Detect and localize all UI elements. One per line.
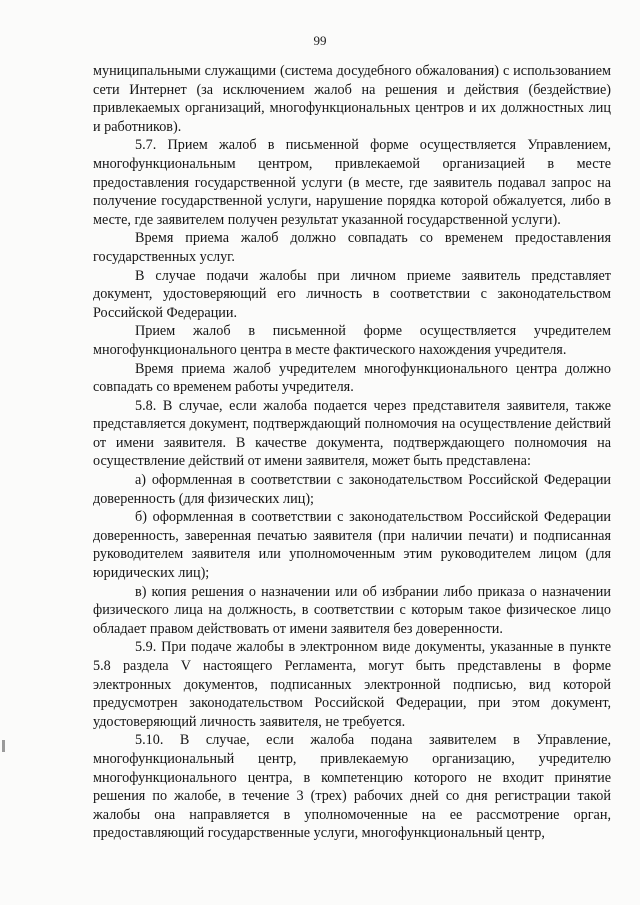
list-item-b: б) оформленная в соответствии с законодательством Российской Федерации доверенность, заверенная печатью заявителя (при наличии печати) и подписанная руководителем заявителя или уполномоченным этим руководителем лицом (для юридических лиц); xyxy=(93,509,611,582)
paragraph-founder-reception: Прием жалоб в письменной форме осуществляется учредителем многофункционального центра в месте фактического нахождения учредителя. xyxy=(93,323,611,358)
paragraph-5-10: 5.10. В случае, если жалоба подана заявителем в Управление, многофункциональный центр, привлекаемую организацию, учредителю многофункционального центра, в компетенцию которого не входит принятие решения по жалобе, в течение 3 (трех) рабочих дней со дня регистрации такой жалобы она направляется в уполномоченные на ее рассмотрение орган, предоставляющий государственные услуги, многофункциональный центр, xyxy=(93,732,611,842)
paragraph-5-9: 5.9. При подаче жалобы в электронном виде документы, указанные в пункте 5.8 раздела V настоящего Регламента, могут быть представлены в форме электронных документов, подписанных электронной подписью, вид которой предусмотрен законодательством Российской Федерации, при этом документ, удостоверяющий личность заявителя, не требуется. xyxy=(93,639,611,730)
paragraph-5-7: 5.7. Прием жалоб в письменной форме осуществляется Управлением, многофункциональным центром, привлекаемой организацией в месте предоставления государственной услуги (в месте, где заявитель подавал запрос на получение государственной услуги, нарушение порядка которой обжалуется, либо в месте, где заявителем получен результат указанной государственной услуги). xyxy=(93,137,611,228)
scan-artifact xyxy=(2,740,5,752)
paragraph-personal-reception: В случае подачи жалобы при личном приеме заявитель представляет документ, удостоверяющий его личность в соответствии с законодательством Российской Федерации. xyxy=(93,267,611,321)
list-item-a: а) оформленная в соответствии с законодательством Российской Федерации доверенность (для физических лиц); xyxy=(93,472,611,507)
paragraph-continuation: муниципальными служащими (система досудебного обжалования) с использованием сети Интернет (за исключением жалоб на решения и действия (бездействие) привлекаемых организаций, многофункциональных центров и их должностных лиц и работников). xyxy=(93,63,611,135)
paragraph-reception-time: Время приема жалоб должно совпадать со временем предоставления государственных услуг. xyxy=(93,230,611,265)
document-body xyxy=(93,62,611,843)
page-number: 99 xyxy=(313,33,327,48)
paragraph-founder-time: Время приема жалоб учредителем многофункционального центра должно совпадать со временем работы учредителя. xyxy=(93,360,611,396)
paragraph-5-8: 5.8. В случае, если жалоба подается через представителя заявителя, также представляется документ, подтверждающий полномочия на осуществление действий от имени заявителя. В качестве документа, подтверждающего полномочия на осуществление действий от имени заявителя, может быть представлена: xyxy=(93,397,611,470)
list-item-v: в) копия решения о назначении или об избрании либо приказа о назначении физического лица на должность, в соответствии с которым такое физическое лицо обладает правом действовать от имени заявителя без доверенности. xyxy=(93,583,611,637)
